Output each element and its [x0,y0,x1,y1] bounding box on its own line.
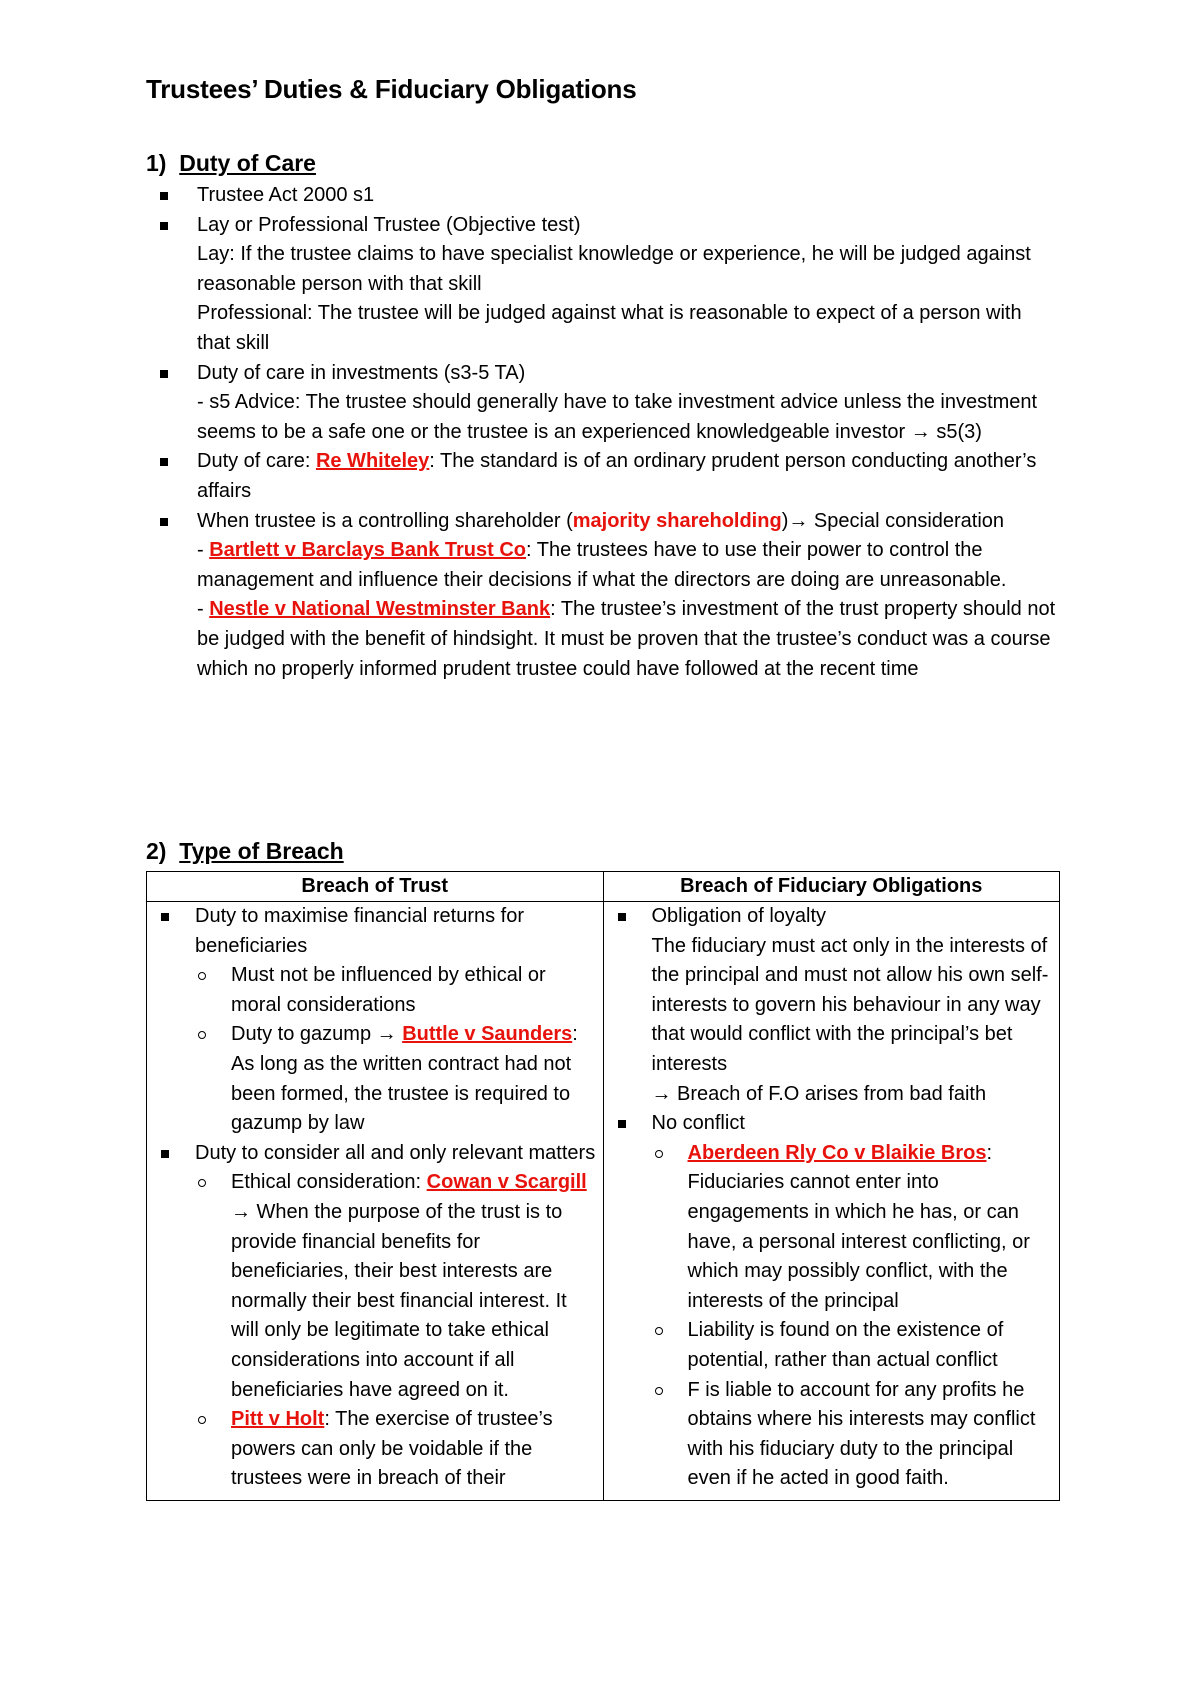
square-bullet-icon [160,192,168,200]
list-item-text: ) [781,509,789,532]
circle-bullet-icon [198,972,206,980]
case-summary: : The trustees have to use their power to control the management and influence their decisions if what the directors are doing are unreasonable. [197,539,1007,591]
loyalty-conclusion: Breach of F.O arises from bad faith [671,1082,987,1105]
circle-bullet-icon [198,1416,206,1424]
breach-of-fiduciary-obligations-cell [603,902,1060,1501]
square-bullet-icon [161,913,169,921]
case-name: Bartlett v Barclays Bank Trust Co [209,539,526,562]
case-summary: : The exercise of trustee’s powers can only be voidable if the trustees were in breach of their [231,1408,553,1490]
punctuation: : [986,1141,993,1164]
lay-trustee-text: Lay: If the trustee claims to have specialist knowledge or experience, he will be judged against reasonable person with that skill [197,243,1031,295]
arrow-right-icon: → [910,420,931,443]
list-item-text: Duty of care in investments (s3-5 TA) [197,361,526,384]
list-item-text: When trustee is a controlling shareholder ( [197,509,573,532]
sub-list-item [195,1405,599,1494]
case-name: Aberdeen Rly Co v Blaikie Bros [687,1141,987,1164]
breach-of-trust-cell [147,902,604,1501]
duty-of-care-list [160,181,1060,684]
section-number: 1) [146,150,167,176]
list-item [160,447,1060,506]
list-item [151,902,599,1139]
case-name: Cowan v Scargill [426,1171,587,1194]
case-summary: Fiduciaries cannot enter into engagements in which he has, or can have, a personal interest conflicting, or which may possibly conflict, with the interests of the principal [687,1171,1030,1312]
sub-list-item [195,961,599,1020]
dash: - [197,539,210,562]
section-reference: s5(3) [936,420,982,443]
case-name: Buttle v Saunders [402,1023,573,1046]
breach-comparison-table [146,871,1060,1501]
highlight-text: majority shareholding [572,509,782,532]
square-bullet-icon [160,458,168,466]
section-title: Duty of Care [179,150,316,176]
sub-list-item-text: Duty to gazump [231,1023,377,1046]
arrow-right-icon: → [376,1023,397,1046]
column-header-breach-of-trust: Breach of Trust [147,872,604,902]
list-item [608,902,1056,1109]
advice-text: - s5 Advice: The trustee should generally have to take investment advice unless the investment seems to be a safe one or the trustee is an experienced knowledgeable investor [197,391,1038,443]
case-summary: : The trustee’s investment of the trust property should not be judged with the benefit of hindsight. It must be proven that the trustee’s conduct was a course which no properly informed prudent trustee could have followed at the recent time [197,598,1056,680]
square-bullet-icon [160,222,168,230]
circle-bullet-icon [655,1387,663,1395]
section-heading-duty-of-care [146,150,316,177]
list-item [160,181,1060,211]
sub-list-item-text: Must not be influenced by ethical or moral considerations [231,964,546,1016]
section-number: 2) [146,838,167,864]
square-bullet-icon [618,1120,626,1128]
case-name: Pitt v Holt [231,1408,325,1431]
list-item [151,1139,599,1494]
list-item [160,507,1060,685]
list-item-text: Duty of care: [197,450,316,473]
circle-bullet-icon [198,1179,206,1187]
document-title: Trustees’ Duties & Fiduciary Obligations [146,74,637,104]
arrow-right-icon: → [231,1200,251,1223]
section-heading-type-of-breach [146,838,344,865]
case-name: Re Whiteley [315,450,430,473]
sub-list-item [652,1316,1056,1375]
case-summary: When the purpose of the trust is to provide financial benefits for beneficiaries, their best interests are normally their best financial interest. It will only be legitimate to take ethical considerations into account if all beneficiaries have agreed on it. [231,1200,567,1401]
square-bullet-icon [161,1150,169,1158]
sub-list-item [195,1020,599,1138]
sub-list-item-text: F is liable to account for any profits he obtains where his interests may conflict with his fiduciary duty to the principal even if he acted in good faith. [687,1378,1036,1490]
list-item [608,1109,1056,1494]
column-header-breach-of-fiduciary-obligations: Breach of Fiduciary Obligations [603,872,1060,902]
list-item-text: Duty to consider all and only relevant matters [195,1141,596,1164]
circle-bullet-icon [198,1031,206,1039]
table-header-row [147,872,1060,902]
professional-trustee-text: Professional: The trustee will be judged against what is reasonable to expect of a person with that skill [197,302,1022,354]
case-summary: : As long as the written contract had not been formed, the trustee is required to gazump by law [231,1023,578,1135]
list-item [160,359,1060,448]
list-item-text: Duty to maximise financial returns for beneficiaries [195,905,525,957]
table-row [147,902,1060,1501]
case-summary: : The standard is of an ordinary prudent person conducting another’s affairs [197,450,1037,502]
dash: - [197,598,210,621]
sub-list-item [652,1376,1056,1494]
list-item-text: No conflict [651,1112,745,1135]
list-item-text: Trustee Act 2000 s1 [197,184,375,206]
square-bullet-icon [160,518,168,526]
list-item-text: Special consideration [808,509,1005,532]
list-item-text: Obligation of loyalty [651,905,827,927]
square-bullet-icon [160,370,168,378]
sub-list-item [195,1168,599,1405]
loyalty-description: The fiduciary must act only in the interests of the principal and must not allow his own self-interests to govern his behaviour in any way that would conflict with the principal’s bet interests [651,934,1049,1075]
sub-list-item-text: Ethical consideration: [231,1171,427,1194]
case-name: Nestle v National Westminster Bank [209,598,551,621]
circle-bullet-icon [655,1327,663,1335]
list-item [160,211,1060,359]
square-bullet-icon [618,913,626,921]
circle-bullet-icon [655,1150,663,1158]
arrow-right-icon: → [788,509,809,532]
section-title: Type of Breach [179,838,344,864]
sub-list-item-text: Liability is found on the existence of potential, rather than actual conflict [687,1319,1004,1371]
list-item-text: Lay or Professional Trustee (Objective test) [197,213,581,236]
arrow-right-icon: → [651,1082,672,1105]
sub-list-item [652,1139,1056,1317]
